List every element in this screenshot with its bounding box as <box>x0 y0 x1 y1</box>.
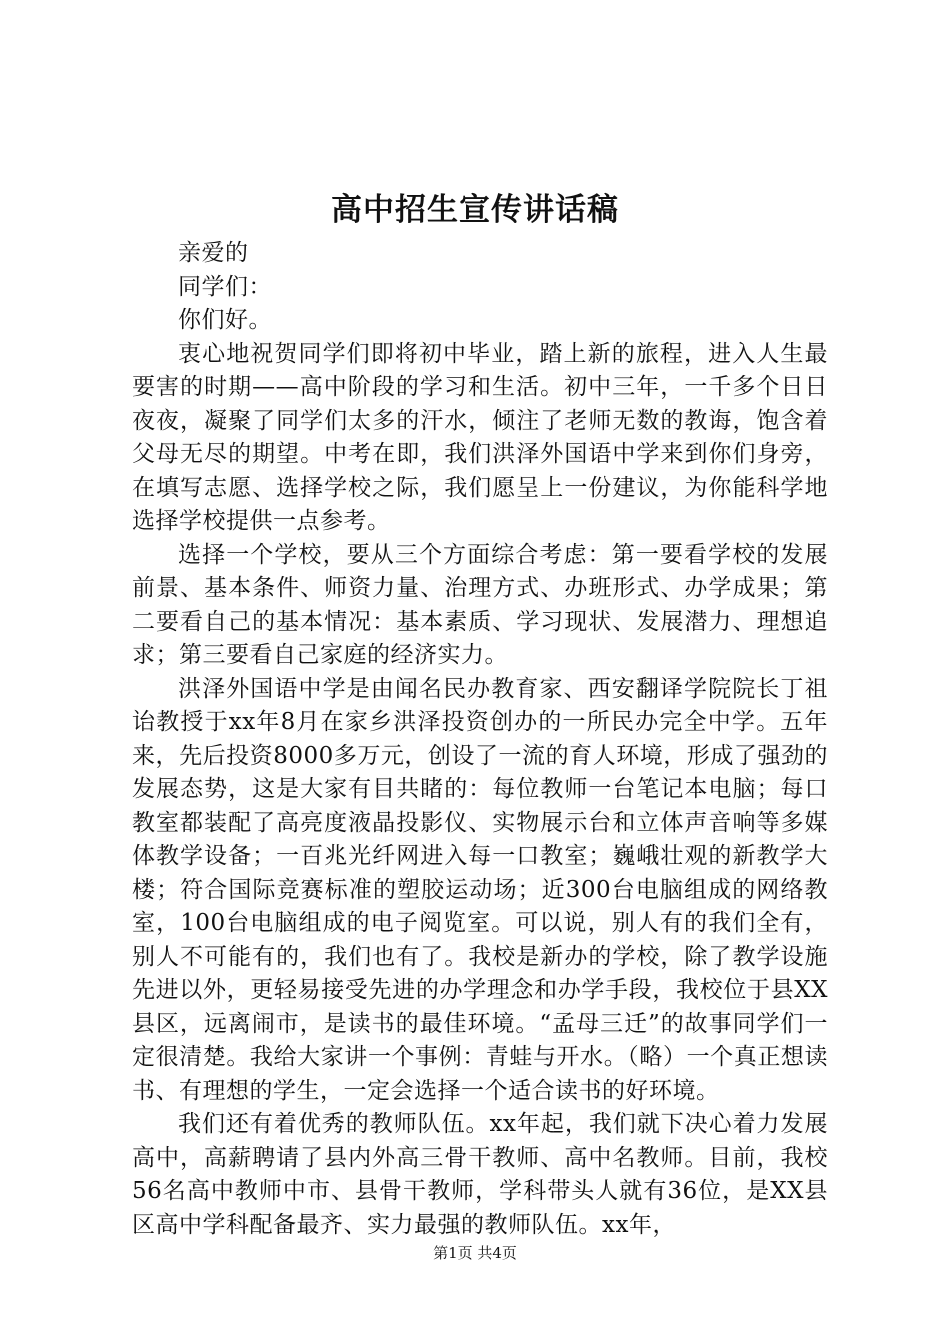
page-number: 第1页 共4页 <box>433 1244 517 1262</box>
body-paragraph: 选择一个学校，要从三个方面综合考虑：第一要看学校的发展前景、基本条件、师资力量、治理方式、办班形式、办学成果；第二要看自己的基本情况：基本素质、学习现状、发展潜力、理想追求；第三要看自己家庭的经济实力。 <box>132 541 828 668</box>
greeting-line: 你们好。 <box>178 307 272 333</box>
salutation-line: 同学们： <box>178 273 272 300</box>
page-footer <box>0 1243 950 1263</box>
salutation-line: 亲爱的 <box>178 240 249 266</box>
body-paragraph: 我们还有着优秀的教师队伍。xx年起，我们就下决心着力发展高中，高薪聘请了县内外高三骨干教师、高中名教师。目前，我校56名高中教师中市、县骨干教师，学科带头人就有36位，是XX县区高中学科配备最齐、实力最强的教师队伍。xx年， <box>132 1111 828 1238</box>
document-body <box>132 237 828 1242</box>
body-paragraph: 衷心地祝贺同学们即将初中毕业，踏上新的旅程，进入人生最要害的时期——高中阶段的学习和生活。初中三年，一千多个日日夜夜，凝聚了同学们太多的汗水，倾注了老师无数的教诲，饱含着父母无尽的期望。中考在即，我们洪泽外国语中学来到你们身旁，在填写志愿、选择学校之际，我们愿呈上一份建议，为你能科学地选择学校提供一点参考。 <box>132 340 828 534</box>
document-title: 高中招生宣传讲话稿 <box>331 192 619 228</box>
body-paragraph: 洪泽外国语中学是由闻名民办教育家、西安翻译学院院长丁祖诒教授于xx年8月在家乡洪泽投资创办的一所民办完全中学。五年来，先后投资8000多万元，创设了一流的育人环境，形成了强劲的发展态势，这是大家有目共睹的：每位教师一台笔记本电脑；每口教室都装配了高亮度液晶投影仪、实物展示台和立体声音响等多媒体教学设备；一百兆光纤网进入每一口教室；巍峨壮观的新教学大楼；符合国际竞赛标准的塑胶运动场；近300台电脑组成的网络教室，100台电脑组成的电子阅览室。可以说，别人有的我们全有，别人不可能有的，我们也有了。我校是新办的学校，除了教学设施先进以外，更轻易接受先进的办学理念和办学手段，我校位于县XX县区，远离闹市，是读书的最佳环境。“孟母三迁”的故事同学们一定很清楚。我给大家讲一个事例：青蛙与开水。（略）一个真正想读书、有理想的学生，一定会选择一个适合读书的好环境。 <box>132 675 828 1104</box>
